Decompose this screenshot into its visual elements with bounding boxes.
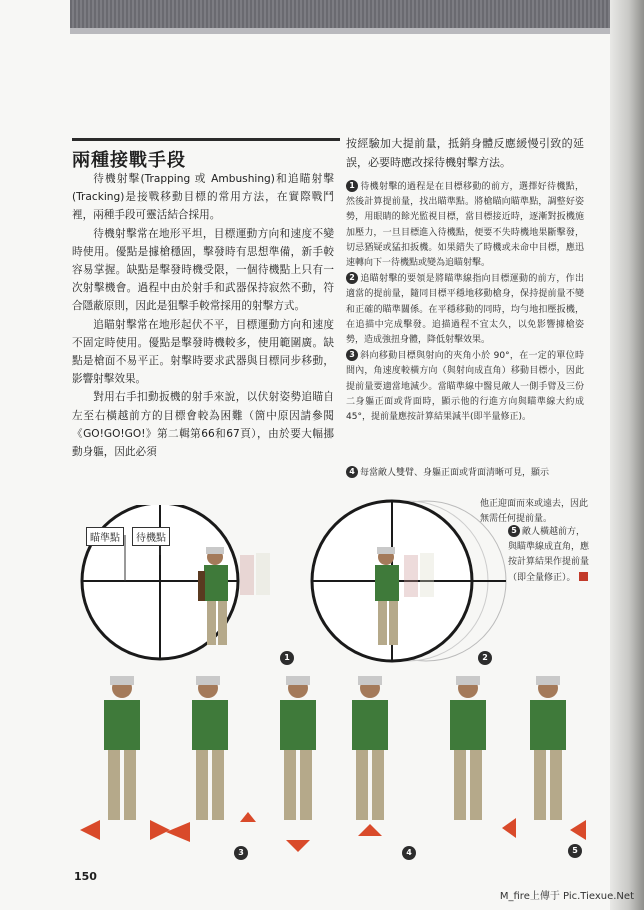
- uploader-credit: M_fire上傳于 Pic.Tiexue.Net: [499, 891, 634, 902]
- title-rule: [72, 138, 340, 141]
- soldier-figure: [450, 676, 516, 838]
- note-text: 每當敵人雙臂、身軀正面或背面清晰可見，顯示: [360, 468, 550, 478]
- note-number-badge: 4: [346, 466, 358, 478]
- note-item: [346, 272, 584, 348]
- figure-number-badge: 1: [280, 651, 294, 665]
- figure-number-badge: 2: [478, 651, 492, 665]
- figure-number-badge: 4: [402, 846, 416, 860]
- right-column-intro: 按經驗加大提前量，抵銷身體反應緩慢引致的延誤，必要時應改採待機射擊方法。: [346, 137, 584, 169]
- note-number-badge: 2: [346, 272, 358, 284]
- note-item-4: [346, 466, 584, 481]
- note-text: 追瞄射擊的要領是將瞄準線指向目標運動的前方，作出適當的提前量，隨同目標平穩地移動槍身，保持提前量不變和正確的瞄準關係。在平穩移動的同時，均勻地扣壓扳機，在追描中完成擊發。追描過程不宜太久，以免影響據槍姿勢，造成強扭身體，降低射擊效果。: [346, 274, 584, 346]
- note-number-badge: 1: [346, 180, 358, 192]
- left-column: [72, 170, 334, 461]
- soldier-figures-icon: [70, 662, 590, 862]
- note-text: 斜向移動目標與射向的夾角小於 90°，在一定的單位時間內，角速度較橫方向（與射向成直角）移動目標小，因此提前量要適當地減少。當瞄準線中醫見敵人一側手臂及三份二身軀正面或背面時，顯示他的行進方向與瞄準線大約成 45°，提前量應按計算結果減半(即半量修正)。: [346, 351, 584, 423]
- paragraph: 待機射擊(Trapping 或 Ambushing)和追瞄射擊(Tracking)是接戰移動目標的常用方法，在實際戰鬥裡，兩種手段可靈活結合採用。: [72, 173, 334, 222]
- note-number-badge: 5: [508, 525, 520, 537]
- paragraph: 待機射擊常在地形平坦，目標運動方向和速度不變時使用。優點是據槍穩固，擊發時有思想準備，新手較容易掌握。缺點是擊發時機受限，一個待機點上只有一次射擊機會。過程中由於射手和武器保持寂然不動，符合隱蔽原則，因此是狙擊手較常採用的射擊方式。: [72, 227, 334, 313]
- numbered-notes: [346, 180, 584, 426]
- motion-ghost-figures: [240, 553, 270, 595]
- paragraph: 追瞄射擊常在地形起伏不平，目標運動方向和速度不固定時使用。優點是擊發時機較多，使用範圍廣。缺點是槍面不易平正。射擊時要求武器與目標同步移動，影響射擊效果。: [72, 318, 334, 386]
- wait-point-label: 待機點: [132, 527, 170, 546]
- aim-point-label: 瞄準點: [86, 527, 124, 546]
- note-item-5: [508, 525, 590, 586]
- note-text: 敵人橫越前方，與瞄準線成直角，應按計算結果作提前量（即全量修正）。: [508, 527, 590, 583]
- figure-number-badge: 5: [568, 844, 582, 858]
- note-text: 待機射擊的過程是在目標移動的前方，選擇好待機點，然後計算提前量，找出瞄準點。將槍瞄向瞄準點，調整好姿勢，用眼睛的餘光監視目標，當目標接近時，逐漸對扳機施加壓力，一旦目標進入待機點，便要不失時機地果斷擊發，切忌猶疑或猛扣扳機。如果錯失了時機或未命中目標，應迅速轉向下一待機點或變為追瞄射擊。: [346, 182, 584, 269]
- note-number-badge: 3: [346, 349, 358, 361]
- soldier-figure: [80, 676, 170, 840]
- scope-illustration-tracking: [296, 495, 516, 665]
- paragraph: 對用右手扣動扳機的射手來說，以伏射姿勢追瞄自左至右橫越前方的目標會較為困難（箇中原因請參閱《GO!GO!GO!》第二輯第66和67頁），由於要大幅挪動身軀，因此必須: [72, 391, 334, 459]
- soldier-figure: [280, 676, 316, 852]
- soldier-figure: [352, 676, 388, 836]
- note-item-4-continued: 他正迎面而來或遠去，因此無需任何提前量。: [480, 499, 589, 525]
- page-title: 兩種接戰手段: [72, 150, 186, 171]
- header-band: [70, 0, 610, 28]
- end-of-article-mark: [579, 572, 588, 581]
- book-spine: [610, 0, 644, 910]
- soldier-figure: [166, 676, 256, 842]
- note-item: [346, 349, 584, 425]
- note-item: [346, 180, 584, 271]
- figure-number-badge: 3: [234, 846, 248, 860]
- page-number: 150: [74, 870, 97, 883]
- soldier-orientation-figures: [70, 662, 590, 862]
- scope-reticle-icon: [296, 495, 516, 665]
- scope-illustration-trapping: [80, 505, 310, 665]
- soldier-figure: [530, 676, 586, 840]
